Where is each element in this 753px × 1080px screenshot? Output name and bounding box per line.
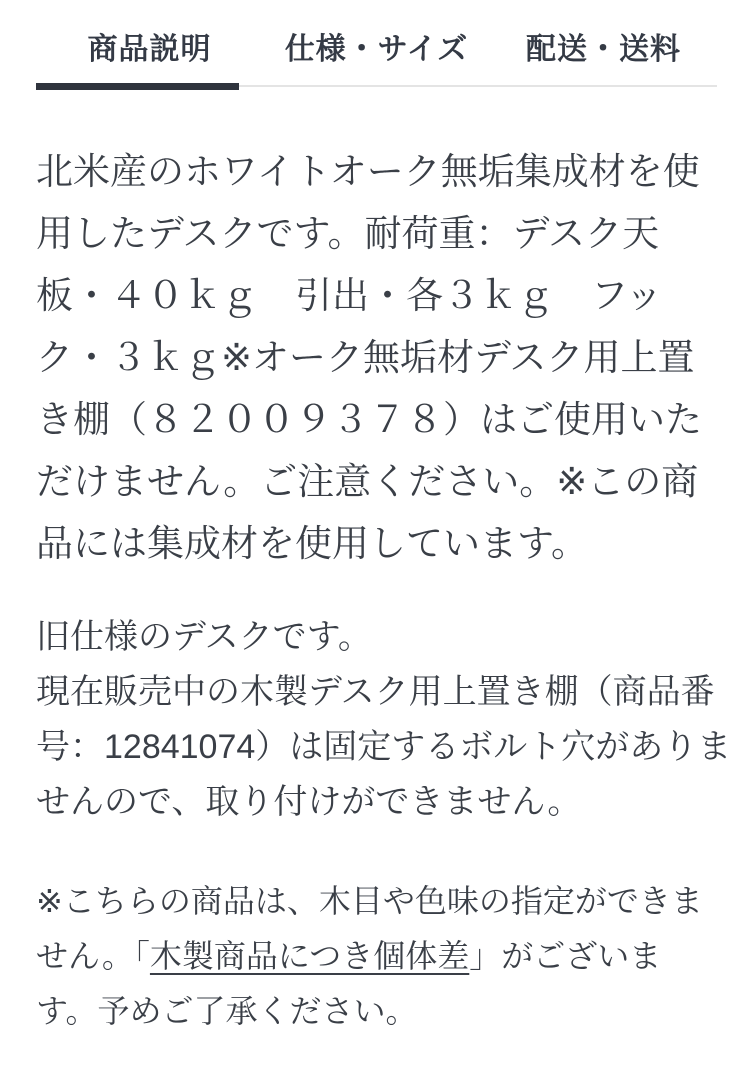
description-line: ※こちらの商品は、木目や色味の指定ができま [36, 883, 703, 919]
description-line: 号：12841074）は固定するボルト穴がありま [36, 728, 732, 766]
notice-text-after-link: 」がございま [469, 938, 662, 974]
tab-specs-size[interactable]: 仕様・サイズ [284, 33, 469, 66]
description-line: だけません。ご注意ください。※この商 [36, 461, 699, 502]
tab-bar [36, 0, 717, 87]
notice-text-before-link: せん。「 [36, 938, 150, 974]
description-line: せんので、取り付けができません。 [36, 783, 582, 821]
paragraph-material-description [36, 141, 717, 575]
individual-difference-link[interactable]: 木製商品につき個体差 [149, 938, 470, 974]
description-line: す。予めご了承ください。 [36, 993, 418, 1029]
description-line: 旧仕様のデスクです。 [36, 618, 372, 656]
paragraph-old-spec-notice [36, 610, 732, 830]
description-line: ク・３ｋｇ※オーク無垢材デスク用上置 [36, 337, 695, 378]
paragraph-wood-grain-notice [36, 874, 717, 1039]
description-line: 北米産のホワイトオーク無垢集成材を使 [36, 151, 700, 192]
active-tab-indicator [36, 83, 239, 90]
description-line: 現在販売中の木製デスク用上置き棚（商品番 [36, 673, 715, 711]
tab-shipping-fee[interactable]: 配送・送料 [526, 33, 681, 66]
description-line [36, 929, 717, 984]
description-line: 板・４０ｋｇ 引出・各３ｋｇ フッ [36, 275, 663, 316]
description-line: 品には集成材を使用しています。 [36, 523, 589, 564]
tab-product-description[interactable]: 商品説明 [87, 33, 212, 66]
description-line: 用したデスクです。耐荷重：デスク天 [36, 213, 660, 254]
description-line: き棚（８２００９３７８）はご使用いた [36, 399, 702, 440]
product-description-content [36, 141, 732, 1039]
